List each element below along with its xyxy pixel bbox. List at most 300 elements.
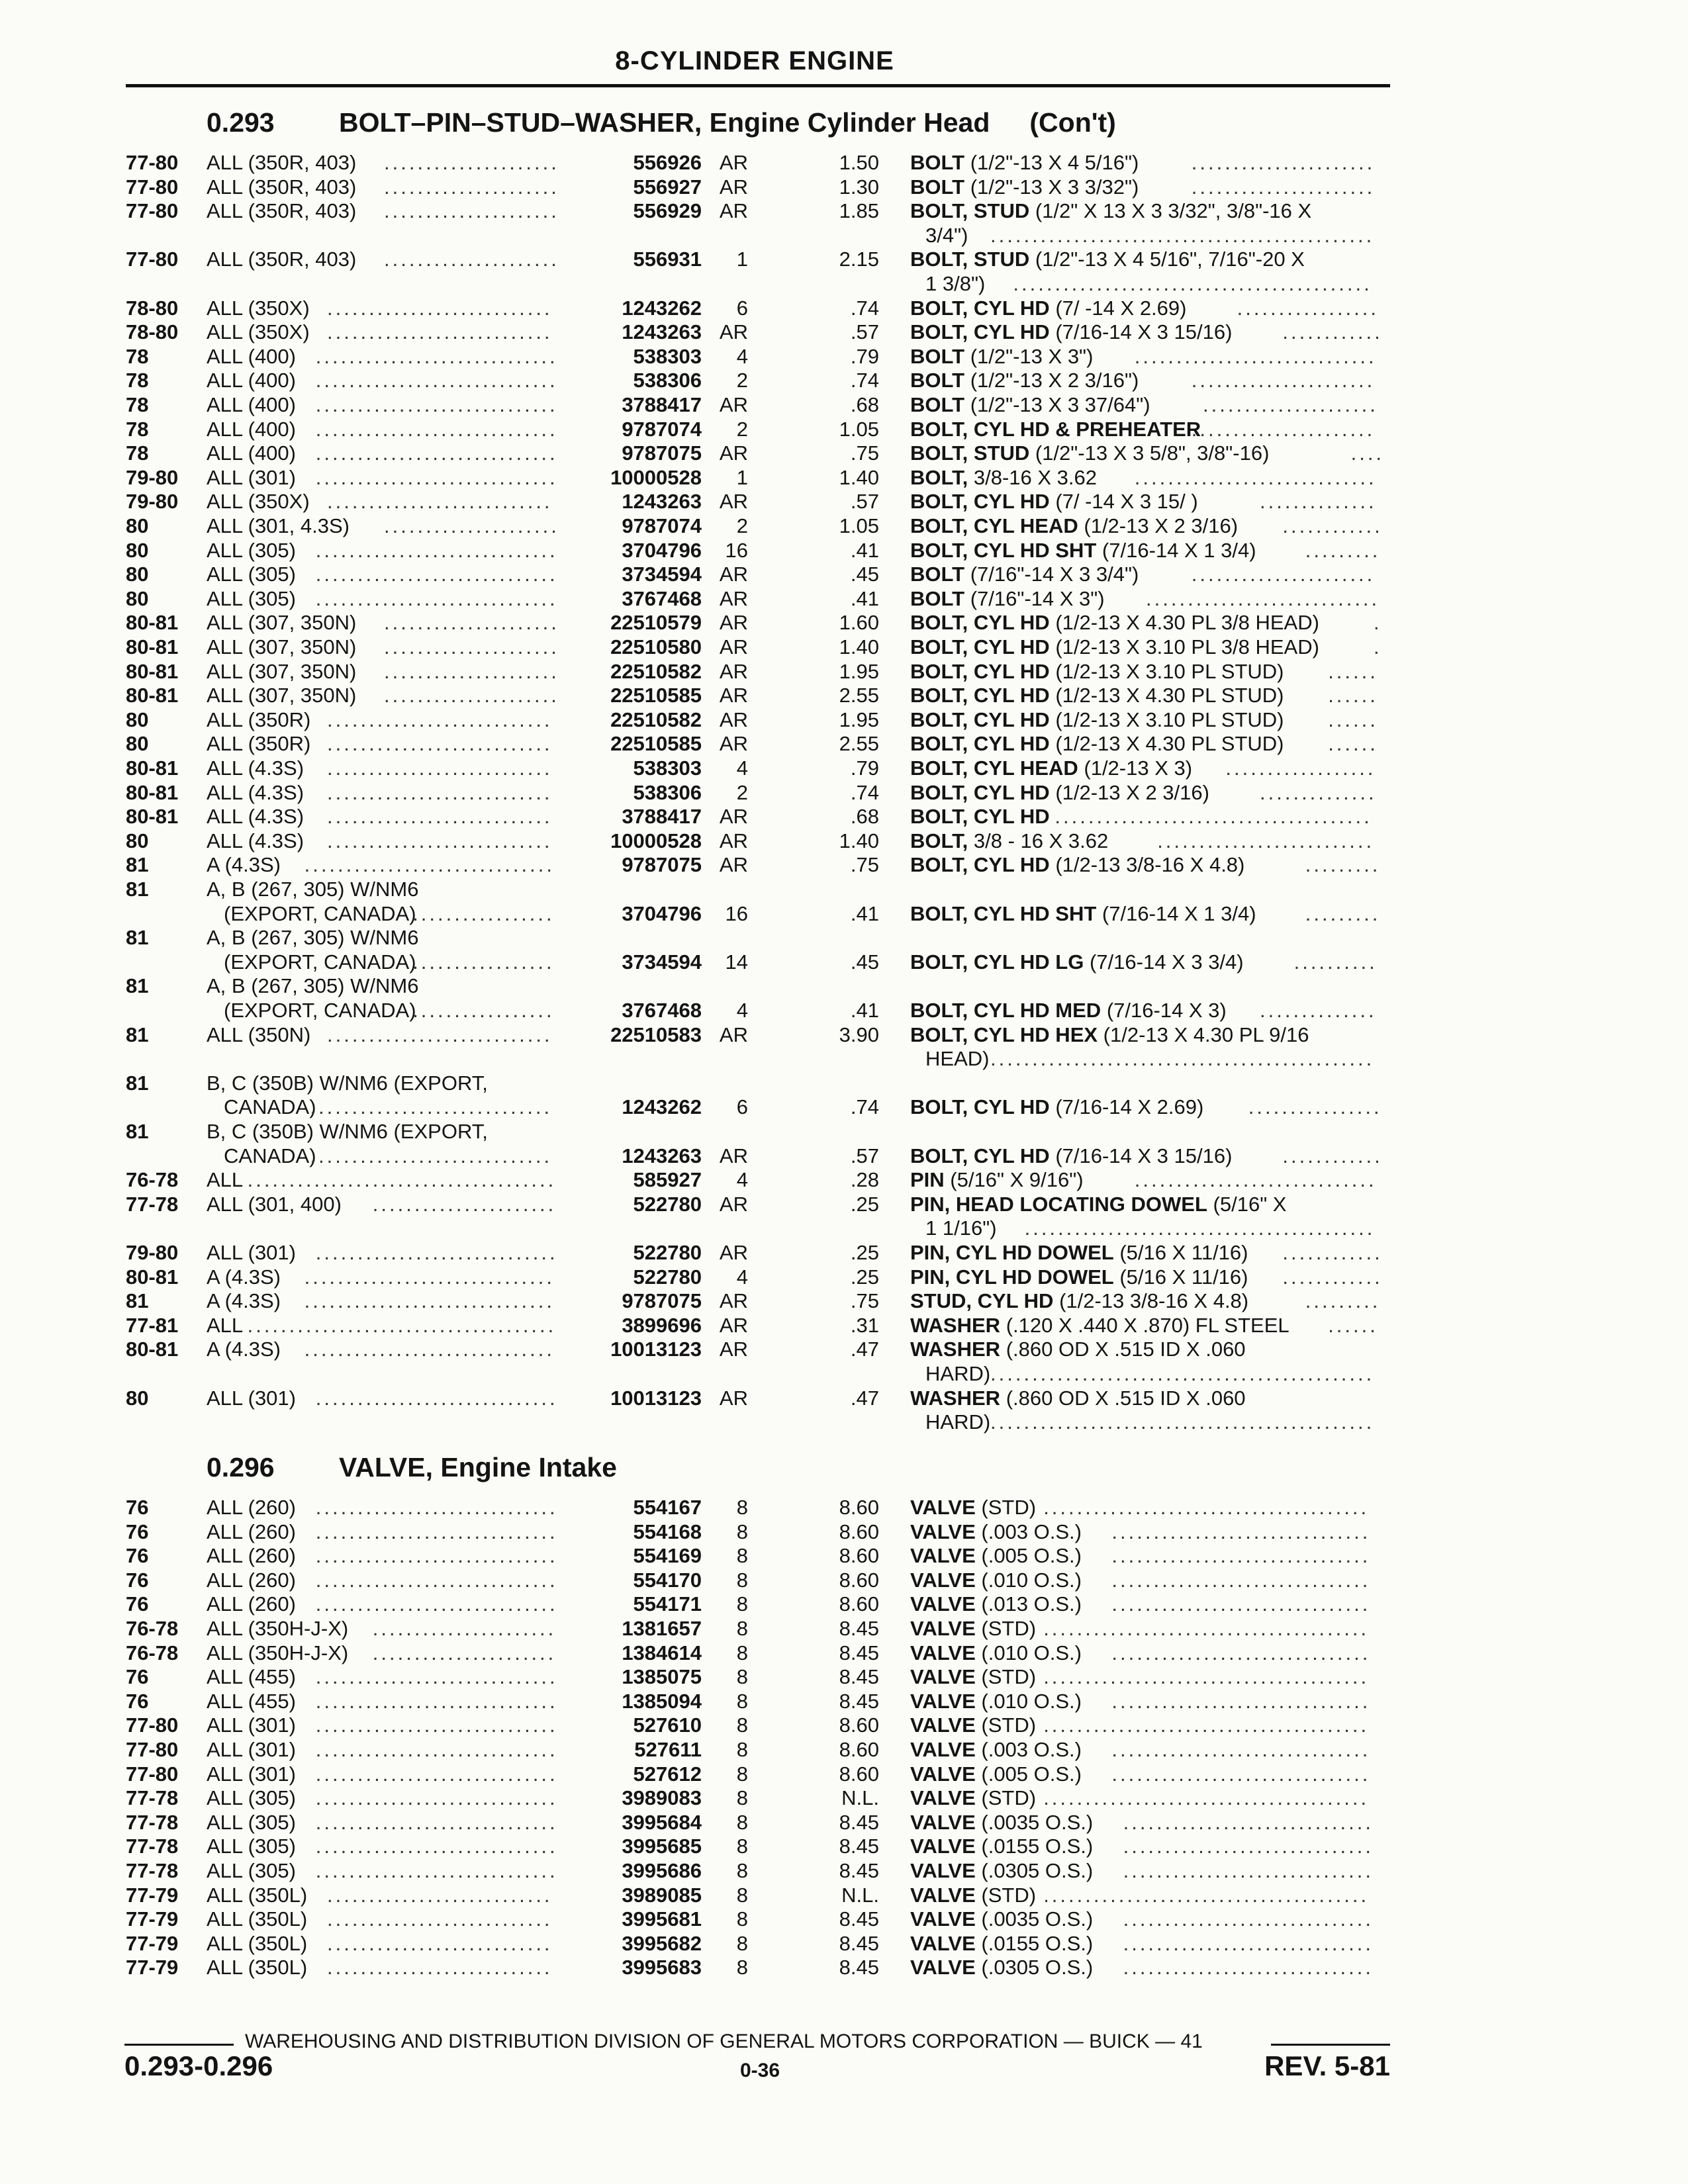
quantity: 8 xyxy=(736,1713,748,1737)
leader-dots: .......................................... xyxy=(1024,1216,1376,1240)
model-application: ALL (455) xyxy=(207,1665,296,1689)
model-year: 79-80 xyxy=(126,1241,179,1264)
part-description xyxy=(910,1193,1287,1216)
part-type: BOLT, CYL HD xyxy=(910,1095,1050,1119)
model-application: ALL (307, 350N) xyxy=(207,635,357,659)
part-number: 527610 xyxy=(633,1713,702,1737)
list-price: .75 xyxy=(850,1289,879,1313)
part-type: BOLT, STUD xyxy=(910,199,1030,223)
quantity: 8 xyxy=(736,1907,748,1931)
part-spec: (7/ -14 X 3 15/ ) xyxy=(1049,490,1198,514)
quantity: 8 xyxy=(736,1835,748,1858)
model-year: 78 xyxy=(126,393,149,416)
table-row xyxy=(0,1544,1688,1569)
part-type: VALVE xyxy=(910,1617,976,1640)
model-application-cont: (EXPORT, CANADA) xyxy=(224,950,416,974)
model-year: 77-79 xyxy=(126,1931,179,1955)
list-price: 8.45 xyxy=(839,1641,879,1664)
list-price: 8.60 xyxy=(839,1713,879,1737)
part-description xyxy=(910,1569,1082,1592)
table-row xyxy=(0,974,1688,1023)
part-spec: (1/2"-13 X 4 5/16") xyxy=(964,151,1139,174)
leader-dots: ............................... xyxy=(1111,1544,1371,1568)
part-number: 554168 xyxy=(633,1520,702,1543)
table-row xyxy=(0,1907,1688,1932)
part-description xyxy=(910,151,1139,175)
part-number: 556927 xyxy=(633,175,702,199)
list-price: .28 xyxy=(850,1168,879,1192)
part-number: 10013123 xyxy=(610,1386,702,1410)
part-description xyxy=(910,248,1305,271)
part-type: BOLT, STUD xyxy=(910,441,1030,465)
part-description xyxy=(910,902,1256,926)
part-number: 3995686 xyxy=(622,1859,702,1882)
model-year: 78 xyxy=(126,344,149,368)
part-type: BOLT, CYL HD MED xyxy=(910,998,1102,1022)
model-application: ALL (350N) xyxy=(207,1023,311,1046)
model-application: ALL (301, 400) xyxy=(207,1192,342,1216)
list-price: 1.60 xyxy=(839,611,879,635)
part-number: 3767468 xyxy=(622,998,702,1022)
model-application: ALL (260) xyxy=(207,1544,296,1568)
part-spec: (1/2-13 X 4.30 PL 3/8 HEAD) xyxy=(1049,611,1319,635)
part-spec: (1/2-13 X 3) xyxy=(1078,756,1193,780)
model-application: ALL (301) xyxy=(207,465,296,489)
part-spec-cont: 1 3/8") xyxy=(925,271,986,295)
model-year: 77-81 xyxy=(126,1313,179,1337)
leader-dots: .............. xyxy=(1260,780,1377,804)
part-spec: (7/16-14 X 1 3/4) xyxy=(1096,538,1256,562)
model-application: ALL (305) xyxy=(207,1786,296,1810)
leader-dots: ..................... xyxy=(384,248,559,271)
section-heading xyxy=(207,1452,617,1483)
model-year: 81 xyxy=(126,1289,149,1313)
part-description xyxy=(910,320,1232,344)
model-application: A (4.3S) xyxy=(207,1338,281,1361)
model-year: 80-81 xyxy=(126,780,179,804)
table-row xyxy=(0,1641,1688,1666)
model-application: ALL (305) xyxy=(207,586,296,610)
list-price: .79 xyxy=(850,756,879,780)
leader-dots: ........................... xyxy=(327,780,553,804)
list-price: 2.55 xyxy=(839,684,879,707)
model-year: 76 xyxy=(126,1689,149,1713)
part-spec: (7/16-14 X 3) xyxy=(1101,998,1227,1022)
model-year: 81 xyxy=(126,1071,149,1095)
part-description xyxy=(910,1496,1036,1520)
part-type: BOLT xyxy=(910,344,965,368)
list-price: .57 xyxy=(850,320,879,344)
part-description xyxy=(910,490,1198,514)
part-number: 3767468 xyxy=(622,586,702,610)
quantity: 8 xyxy=(736,1810,748,1834)
part-description xyxy=(910,1762,1082,1786)
quantity: 8 xyxy=(736,1544,748,1568)
leader-dots: ..................................... xyxy=(247,1168,557,1192)
part-number: 538306 xyxy=(633,780,702,804)
leader-dots: ............................. xyxy=(1134,344,1377,368)
part-spec: (.013 O.S.) xyxy=(975,1592,1082,1616)
quantity: 8 xyxy=(736,1883,748,1907)
leader-dots: ........................... xyxy=(327,296,553,320)
part-description xyxy=(910,1884,1036,1907)
leader-dots: .......................... xyxy=(1157,829,1375,852)
model-year: 80-81 xyxy=(126,635,179,659)
section-number: 0.293 xyxy=(207,107,275,138)
leader-dots: ......... xyxy=(1305,901,1381,925)
model-application: ALL (350R, 403) xyxy=(207,199,357,223)
table-row xyxy=(0,1569,1688,1593)
leader-dots: ....................................... xyxy=(1043,1496,1370,1519)
part-number: 556931 xyxy=(633,248,702,271)
model-year: 80-81 xyxy=(126,611,179,635)
leader-dots: ..................... xyxy=(384,514,559,537)
model-year: 77-80 xyxy=(126,151,179,174)
model-year: 81 xyxy=(126,878,149,901)
quantity: 1 xyxy=(736,248,748,271)
part-description xyxy=(910,660,1284,684)
model-year: 76 xyxy=(126,1592,149,1616)
model-application: ALL (305) xyxy=(207,538,296,562)
table-row xyxy=(0,418,1688,442)
leader-dots: ............................. xyxy=(315,538,558,562)
leader-dots: ..................... xyxy=(384,175,559,199)
leader-dots: ........................... xyxy=(327,829,553,852)
part-spec: (1/2-13 X 2 3/16) xyxy=(1049,780,1209,804)
part-spec: (.0305 O.S.) xyxy=(975,1956,1094,1979)
table-row xyxy=(0,199,1688,248)
model-year: 80 xyxy=(126,829,149,852)
part-number: 1243262 xyxy=(622,296,702,320)
leader-dots: ............................. xyxy=(315,1520,558,1543)
table-row xyxy=(0,1762,1688,1787)
table-row xyxy=(0,1859,1688,1884)
leader-dots: .......... xyxy=(1293,950,1378,974)
quantity: 6 xyxy=(736,1095,748,1119)
model-application: ALL (400) xyxy=(207,417,296,441)
quantity: 8 xyxy=(736,1641,748,1664)
section-title: VALVE, Engine Intake xyxy=(339,1452,617,1482)
part-number: 9787074 xyxy=(622,514,702,537)
leader-dots: ........................... xyxy=(327,707,553,731)
leader-dots: ............................. xyxy=(315,465,558,489)
part-number: 9787075 xyxy=(622,853,702,877)
part-type: VALVE xyxy=(910,1738,976,1761)
list-price: 1.30 xyxy=(839,175,879,199)
leader-dots: .............................................. xyxy=(990,1047,1375,1071)
part-number: 1381657 xyxy=(622,1617,702,1640)
part-number: 3995685 xyxy=(622,1835,702,1858)
part-type: BOLT, CYL HD SHT xyxy=(910,901,1097,925)
list-price: .75 xyxy=(850,441,879,465)
table-row xyxy=(0,1120,1688,1168)
part-type: BOLT, CYL HD xyxy=(910,611,1050,635)
part-spec-cont: 1 1/16") xyxy=(925,1216,997,1240)
model-year: 78 xyxy=(126,417,149,441)
quantity: 2 xyxy=(736,514,748,537)
part-spec-cont: HARD) xyxy=(925,1410,991,1434)
part-spec: (1/2"-13 X 2 3/16") xyxy=(964,369,1139,392)
model-application: ALL (260) xyxy=(207,1496,296,1519)
part-number: 554169 xyxy=(633,1544,702,1568)
part-type: BOLT, CYL HD xyxy=(910,805,1050,829)
part-type: VALVE xyxy=(910,1883,976,1907)
part-description xyxy=(910,1738,1082,1762)
part-number: 556929 xyxy=(633,199,702,223)
model-year: 76 xyxy=(126,1568,149,1592)
quantity: AR xyxy=(719,1289,748,1313)
model-application: ALL (350L) xyxy=(207,1883,308,1907)
quantity: 2 xyxy=(736,417,748,441)
table-row xyxy=(0,320,1688,345)
part-description xyxy=(910,539,1256,563)
part-number: 3989085 xyxy=(622,1883,702,1907)
part-spec: (7/16"-14 X 3 3/4") xyxy=(964,563,1139,586)
part-description xyxy=(910,1641,1082,1665)
model-year: 77-78 xyxy=(126,1835,179,1858)
quantity: AR xyxy=(719,853,748,877)
leader-dots: ............................... xyxy=(1111,1568,1371,1592)
leader-dots: ............................... xyxy=(1111,1520,1371,1543)
model-application: ALL (301, 4.3S) xyxy=(207,514,350,537)
leader-dots: ........................... xyxy=(327,1931,553,1955)
part-spec: (7/16-14 X 3 3/4) xyxy=(1084,950,1244,974)
quantity: 4 xyxy=(736,998,748,1022)
leader-dots: ...................... xyxy=(372,1192,557,1216)
list-price: 1.05 xyxy=(839,417,879,441)
leader-dots: ......... xyxy=(1305,538,1381,562)
model-application: ALL (350R, 403) xyxy=(207,248,357,271)
part-spec: (.0035 O.S.) xyxy=(975,1810,1094,1834)
part-spec: (1/2-13 3/8-16 X 4.8) xyxy=(1053,1289,1249,1313)
part-description xyxy=(910,587,1105,611)
model-application-cont: (EXPORT, CANADA) xyxy=(224,998,416,1022)
part-type: BOLT, CYL HD xyxy=(910,684,1050,707)
part-description xyxy=(910,853,1244,877)
table-row xyxy=(0,345,1688,369)
leader-dots: ...................... xyxy=(1191,563,1376,586)
leader-dots: ..................... xyxy=(384,611,559,635)
part-spec: (1/2-13 X 4.30 PL 9/16 xyxy=(1098,1023,1309,1046)
list-price: .79 xyxy=(850,344,879,368)
part-type: BOLT, CYL HD xyxy=(910,320,1050,344)
table-row xyxy=(0,393,1688,418)
quantity: 4 xyxy=(736,1168,748,1192)
model-application: ALL (350H-J-X) xyxy=(207,1641,349,1664)
part-number: 1384614 xyxy=(622,1641,702,1664)
model-application-cont: CANADA) xyxy=(224,1144,316,1167)
list-price: .25 xyxy=(850,1265,879,1289)
model-year: 76-78 xyxy=(126,1617,179,1640)
table-row xyxy=(0,756,1688,781)
part-type: BOLT, CYL HD HEX xyxy=(910,1023,1098,1046)
part-type: BOLT, CYL HEAD xyxy=(910,756,1078,780)
part-number: 554171 xyxy=(633,1592,702,1616)
part-type: BOLT xyxy=(910,586,965,610)
part-spec: (.003 O.S.) xyxy=(975,1738,1082,1761)
leader-dots: ............................... xyxy=(1111,1738,1371,1761)
table-row xyxy=(0,1786,1688,1811)
model-application: ALL (307, 350N) xyxy=(207,611,357,635)
leader-dots: ............................... xyxy=(1111,1592,1371,1616)
quantity: AR xyxy=(719,441,748,465)
table-row xyxy=(0,441,1688,466)
part-type: PIN, CYL HD DOWEL xyxy=(910,1241,1114,1264)
quantity: 8 xyxy=(736,1568,748,1592)
quantity: AR xyxy=(719,1386,748,1410)
table-row xyxy=(0,1713,1688,1738)
part-description xyxy=(910,296,1186,320)
list-price: 8.60 xyxy=(839,1592,879,1616)
part-number: 522780 xyxy=(633,1192,702,1216)
part-description xyxy=(910,1387,1246,1410)
part-description xyxy=(910,1956,1093,1979)
part-number: 538303 xyxy=(633,756,702,780)
part-description xyxy=(910,441,1269,465)
part-type: BOLT, CYL HD xyxy=(910,635,1050,659)
part-spec-cont: HEAD) xyxy=(925,1047,990,1071)
section-title: BOLT–PIN–STUD–WASHER, Engine Cylinder Head xyxy=(339,107,990,138)
model-year: 80 xyxy=(126,707,149,731)
model-year: 81 xyxy=(126,1120,149,1143)
part-type: BOLT xyxy=(910,151,965,174)
part-spec: (1/2"-13 X 4 5/16", 7/16"-20 X xyxy=(1029,248,1305,271)
part-number: 10000528 xyxy=(610,465,702,489)
leader-dots: ............................. xyxy=(315,1689,558,1713)
part-number: 1243263 xyxy=(622,490,702,514)
leader-dots: .................. xyxy=(1225,756,1376,780)
leader-dots: .............................. xyxy=(1123,1835,1374,1858)
leader-dots: ............................. xyxy=(315,1496,558,1519)
part-type: VALVE xyxy=(910,1907,976,1931)
leader-dots: ....................................... xyxy=(1043,1786,1370,1810)
page-title: 8-CYLINDER ENGINE xyxy=(615,46,894,75)
list-price: .25 xyxy=(850,1241,879,1264)
part-type: VALVE xyxy=(910,1520,976,1543)
model-year: 77-79 xyxy=(126,1907,179,1931)
list-price: 8.60 xyxy=(839,1520,879,1543)
model-application: ALL xyxy=(207,1313,244,1337)
leader-dots: .............................. xyxy=(1123,1931,1374,1955)
leader-dots: .............................. xyxy=(304,1265,555,1289)
part-description xyxy=(910,1168,1084,1192)
part-type: BOLT, CYL HD LG xyxy=(910,950,1084,974)
quantity: 8 xyxy=(736,1738,748,1761)
table-row xyxy=(0,1690,1688,1714)
model-application: A (4.3S) xyxy=(207,1265,281,1289)
part-description xyxy=(910,1835,1093,1858)
model-year: 80 xyxy=(126,538,149,562)
part-spec: (1/2"-13 X 3") xyxy=(964,344,1094,368)
model-application: ALL (260) xyxy=(207,1592,296,1616)
part-type: VALVE xyxy=(910,1544,976,1568)
part-spec: (.0155 O.S.) xyxy=(975,1931,1094,1955)
model-application: ALL (4.3S) xyxy=(207,756,305,780)
model-year: 77-78 xyxy=(126,1786,179,1810)
model-application: ALL (301) xyxy=(207,1738,296,1761)
table-row xyxy=(0,611,1688,635)
leader-dots: ............................. xyxy=(310,1144,553,1167)
part-spec: (1/2-13 X 2 3/16) xyxy=(1078,514,1239,537)
leader-dots: ....................................... xyxy=(1043,1883,1370,1907)
model-year: 76 xyxy=(126,1520,149,1543)
list-price: .45 xyxy=(850,563,879,586)
part-description xyxy=(910,950,1244,974)
part-number: 522780 xyxy=(633,1265,702,1289)
part-number: 9787075 xyxy=(622,441,702,465)
part-type: STUD, CYL HD xyxy=(910,1289,1054,1313)
part-spec: (.003 O.S.) xyxy=(975,1520,1082,1543)
part-description xyxy=(910,1859,1093,1883)
list-price: 8.45 xyxy=(839,1835,879,1858)
table-row xyxy=(0,635,1688,660)
quantity: AR xyxy=(719,586,748,610)
part-type: VALVE xyxy=(910,1568,976,1592)
leader-dots: ............................. xyxy=(315,1568,558,1592)
leader-dots: ........................... xyxy=(327,1956,553,1979)
model-year: 77-78 xyxy=(126,1192,179,1216)
list-price: .68 xyxy=(850,393,879,416)
part-type: VALVE xyxy=(910,1665,976,1689)
part-spec: (7/16-14 X 3 15/16) xyxy=(1049,320,1233,344)
table-row xyxy=(0,1387,1688,1435)
part-description xyxy=(910,1932,1093,1956)
model-application: ALL (350L) xyxy=(207,1931,308,1955)
table-row xyxy=(0,490,1688,514)
leader-dots: ............................. xyxy=(1134,465,1377,489)
leader-dots: ..................... xyxy=(384,151,559,174)
leader-dots: ............................. xyxy=(315,586,558,610)
part-spec: (STD) xyxy=(975,1617,1037,1640)
model-year: 77-78 xyxy=(126,1810,179,1834)
leader-dots: ................. xyxy=(412,950,555,974)
leader-dots: .............................. xyxy=(304,853,555,877)
part-number: 554170 xyxy=(633,1568,702,1592)
quantity: 14 xyxy=(725,950,748,974)
table-row xyxy=(0,732,1688,756)
part-type: VALVE xyxy=(910,1713,976,1737)
list-price: 1.40 xyxy=(839,635,879,659)
table-row xyxy=(0,805,1688,829)
leader-dots: ........................... xyxy=(327,1907,553,1931)
quantity: AR xyxy=(719,684,748,707)
model-year: 80-81 xyxy=(126,1338,179,1361)
model-application: A (4.3S) xyxy=(207,853,281,877)
leader-dots: ...... xyxy=(1328,684,1378,707)
part-spec: (.010 O.S.) xyxy=(975,1641,1082,1664)
leader-dots: .............. xyxy=(1260,490,1377,514)
model-application: ALL (400) xyxy=(207,441,296,465)
table-row xyxy=(0,369,1688,393)
leader-dots: ...................... xyxy=(1191,175,1376,199)
model-application: A, B (267, 305) W/NM6 xyxy=(207,878,419,901)
part-type: VALVE xyxy=(910,1835,976,1858)
part-number: 9787074 xyxy=(622,417,702,441)
list-price: .31 xyxy=(850,1313,879,1337)
leader-dots: ............................. xyxy=(315,441,558,465)
leader-dots: ............................. xyxy=(315,1592,558,1616)
part-description xyxy=(910,1907,1093,1931)
leader-dots: ............................. xyxy=(315,1810,558,1834)
model-year: 76-78 xyxy=(126,1168,179,1192)
part-spec: (.0155 O.S.) xyxy=(975,1835,1094,1858)
part-number: 527611 xyxy=(634,1738,702,1761)
quantity: AR xyxy=(719,829,748,852)
quantity: 8 xyxy=(736,1859,748,1882)
part-spec: (7/16-14 X 1 3/4) xyxy=(1096,901,1256,925)
model-application: ALL (4.3S) xyxy=(207,805,305,829)
part-spec: (.0035 O.S.) xyxy=(975,1907,1094,1931)
